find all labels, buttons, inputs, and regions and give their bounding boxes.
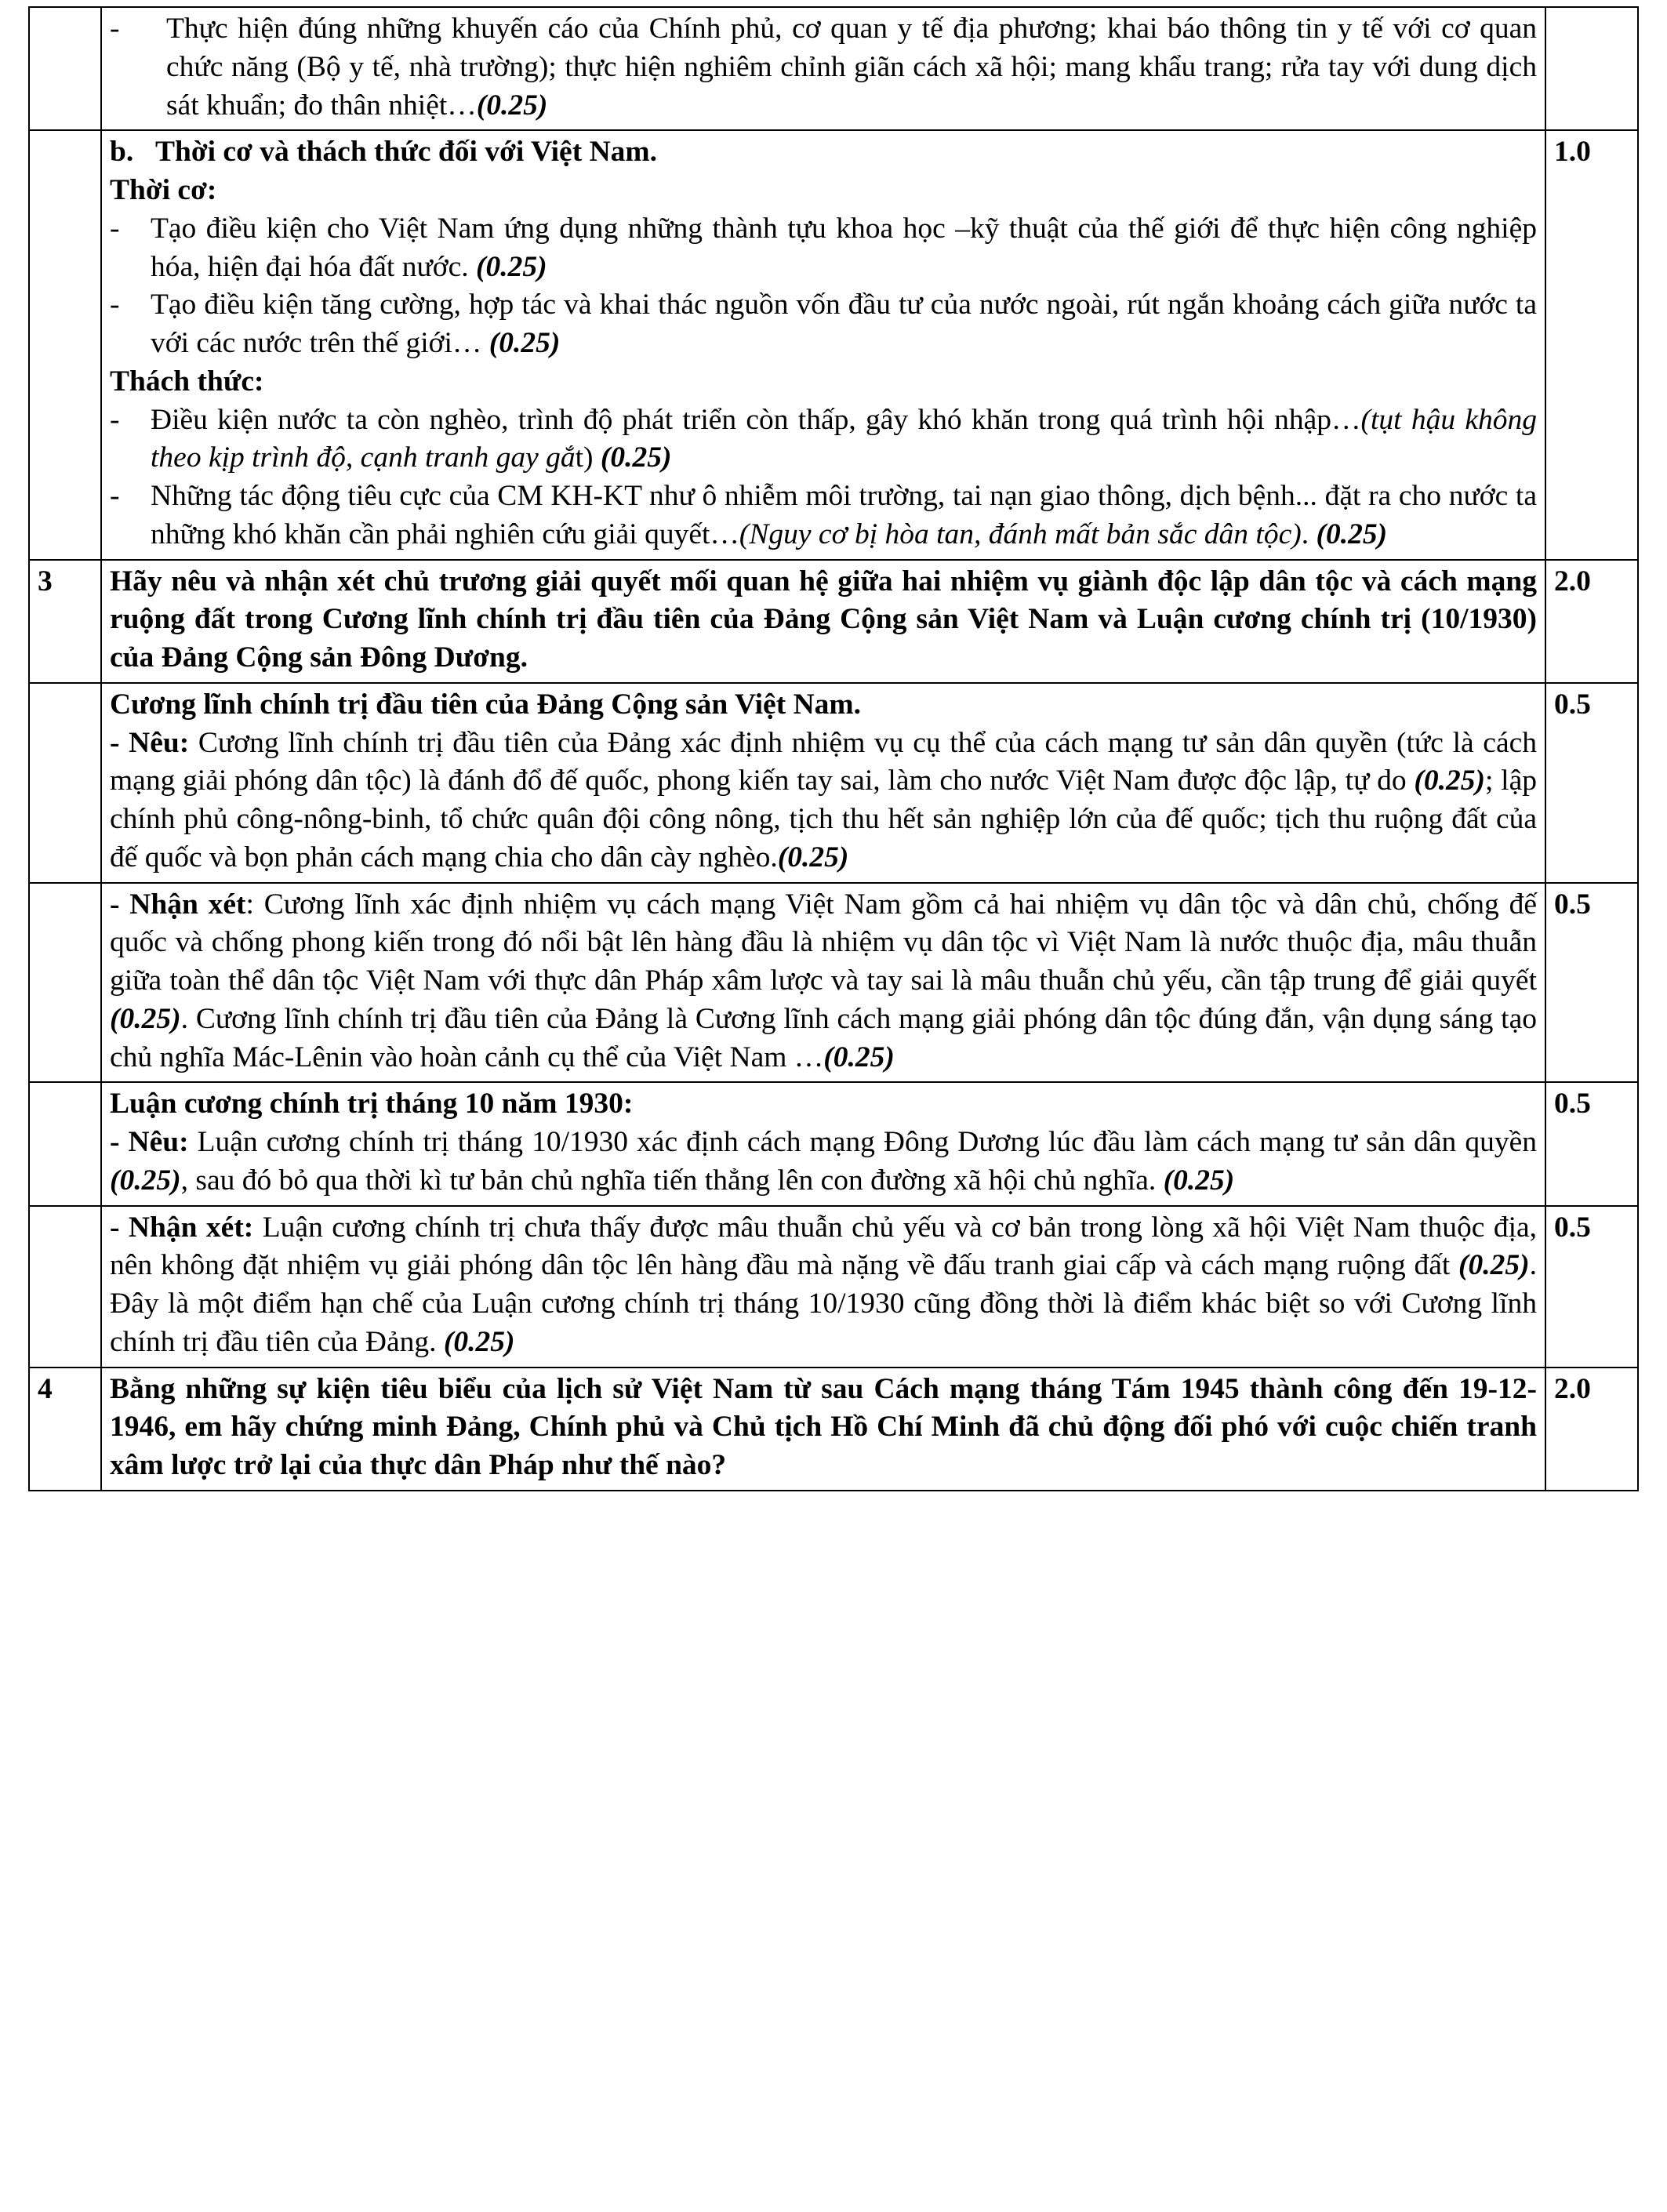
table-row <box>29 683 1638 883</box>
table-row <box>29 130 1638 559</box>
text-run: (0.25) <box>1163 1164 1235 1197</box>
answer-content-cell <box>101 7 1545 130</box>
text-run: Những tác động tiêu cực của CM KH-KT như ô nhiễm môi trường, tai nạn giao thông, dịch bệnh... đặt ra cho nước ta những khó khăn cần phải nghiên cứu giải quyết… <box>151 480 1537 550</box>
bullet-dash-marker: - <box>110 289 120 321</box>
text-run: (Nguy cơ bị hòa tan, đánh mất bản sắc dân tộc) <box>739 518 1302 550</box>
text-run: Cương lĩnh chính trị đầu tiên của Đảng xác định nhiệm vụ cụ thể của cách mạng tư sản dân quyền (tức là cách mạng giải phóng dân tộc) là đánh đổ đế quốc, phong kiến tay sai, làm cho nước Việt Nam được độc lập, tự do <box>110 726 1537 797</box>
list-marker: b. <box>110 136 134 169</box>
answer-content-cell <box>101 1206 1545 1368</box>
table-row <box>29 7 1638 130</box>
text-run: Thời cơ và thách thức đối với Việt Nam. <box>155 136 658 169</box>
bullet-item <box>110 478 1537 554</box>
text-run: . Đây là một điểm hạn chế của Luận cương chính trị tháng 10/1930 cũng đồng thời là điểm khác biệt so với Cương lĩnh chính trị đầu tiên của Đảng. <box>110 1249 1537 1358</box>
paragraph <box>110 363 1537 401</box>
text-run: Hãy nêu và nhận xét chủ trương giải quyết mối quan hệ giữa hai nhiệm vụ giành độc lập dân tộc và cách mạng ruộng đất trong Cương lĩnh chính trị đầu tiên của Đảng Cộng sản Việt Nam và Luận cương chính trị (10/1930) của Đảng Cộng sản Đông Dương. <box>110 565 1537 674</box>
text-run: Thực hiện đúng những khuyến cáo của Chính phủ, cơ quan y tế địa phương; khai báo thông tin y tế với cơ quan chức năng (Bộ y tế, nhà trường); thực hiện nghiêm chỉnh giãn cách xã hội; mang khẩu trang; rửa tay với dung dịch sát khuẩn; đo thân nhiệt… <box>166 13 1537 122</box>
answer-content-cell <box>101 1368 1545 1491</box>
text-run: - Nêu: <box>110 726 190 759</box>
text-run: (0.25) <box>110 1002 181 1035</box>
text-run: Thách thức: <box>110 365 264 398</box>
score-cell: 2.0 <box>1545 560 1638 683</box>
text-run: Thời cơ: <box>110 174 217 206</box>
question-number-cell: 3 <box>29 560 101 683</box>
question-number-cell <box>29 130 101 559</box>
table-row <box>29 1206 1638 1368</box>
answer-content-cell <box>101 130 1545 559</box>
bullet-dash-marker: - <box>110 212 120 245</box>
text-run: (tụt hậu không theo kịp trình độ, cạnh tranh gay gắ <box>151 403 1537 474</box>
score-cell: 1.0 <box>1545 130 1638 559</box>
paragraph <box>110 686 1537 725</box>
bullet-text <box>166 10 1537 125</box>
text-run: (0.25) <box>443 1325 515 1358</box>
paragraph <box>110 1209 1537 1362</box>
paragraph <box>110 172 1537 210</box>
text-run: : Cương lĩnh xác định nhiệm vụ cách mạng Việt Nam gồm cả hai nhiệm vụ dân tộc và dân chủ, chống đế quốc và chống phong kiến trong đó nổi bật lên hàng đầu là nhiệm vụ dân tộc vì Việt Nam là nước thuộc địa, mâu thuẫn giữa toàn thể dân tộc Việt Nam với thực dân Pháp xâm lược và tay sai là mâu thuẫn chủ yếu, cần tập trung để giải quyết <box>110 888 1537 997</box>
table-row <box>29 883 1638 1083</box>
paragraph <box>110 725 1537 877</box>
text-run: . Cương lĩnh chính trị đầu tiên của Đảng là Cương lĩnh cách mạng giải phóng dân tộc đúng đắn, vận dụng sáng tạo chủ nghĩa Mác-Lênin vào hoàn cảnh cụ thể của Việt Nam … <box>110 1002 1537 1073</box>
text-run: Luận cương chính trị chưa thấy được mâu thuẫn chủ yếu và cơ bản trong lòng xã hội Việt Nam thuộc địa, nên không đặt nhiệm vụ giải phóng dân tộc lên hàng đầu mà nặng về đấu tranh giai cấp và cách mạng ruộng đất <box>110 1211 1538 1282</box>
paragraph <box>110 1124 1537 1200</box>
bullet-text <box>151 286 1537 363</box>
table-row <box>29 1082 1638 1205</box>
text-run: (0.25) <box>777 841 849 874</box>
text-run: - Nêu: <box>110 1126 189 1158</box>
bullet-dash-marker: - <box>110 13 120 45</box>
score-cell: 0.5 <box>1545 683 1638 883</box>
lettered-subheading <box>110 133 1537 172</box>
text-run: Tạo điều kiện cho Việt Nam ứng dụng những thành tựu khoa học –kỹ thuật của thế giới để thực hiện công nghiệp hóa, hiện đại hóa đất nước. <box>151 212 1537 283</box>
text-run: - Nhận xét <box>110 888 246 921</box>
text-run: (0.25) <box>1316 518 1388 550</box>
bullet-text <box>151 478 1537 554</box>
text-run: Cương lĩnh chính trị đầu tiên của Đảng Cộng sản Việt Nam. <box>110 688 862 721</box>
text-run: Luận cương chính trị tháng 10/1930 xác định cách mạng Đông Dương lúc đầu làm cách mạng tư sản dân quyền <box>188 1126 1537 1158</box>
table-row <box>29 560 1638 683</box>
bullet-text <box>151 210 1537 287</box>
text-run: (0.25) <box>476 89 548 122</box>
score-cell: 0.5 <box>1545 1206 1638 1368</box>
paragraph <box>110 1371 1537 1485</box>
text-run: (0.25) <box>1458 1249 1530 1282</box>
question-number-cell: 4 <box>29 1368 101 1491</box>
answer-content-cell <box>101 560 1545 683</box>
text-run: (0.25) <box>488 327 561 359</box>
table-row <box>29 1368 1638 1491</box>
score-cell: 2.0 <box>1545 1368 1638 1491</box>
bullet-item <box>110 210 1537 287</box>
text-run: , sau đó bỏ qua thời kì tư bản chủ nghĩa tiến thẳng lên con đường xã hội chủ nghĩa. <box>180 1164 1164 1197</box>
bullet-dash-marker: - <box>110 480 120 512</box>
text-run: (0.25) <box>110 1164 181 1197</box>
bullet-item <box>110 286 1537 363</box>
text-run: Điều kiện nước ta còn nghèo, trình độ phát triển còn thấp, gây khó khăn trong quá trình hội nhập… <box>151 403 1361 436</box>
answer-content-cell <box>101 683 1545 883</box>
question-number-cell <box>29 883 101 1083</box>
text-run: Tạo điều kiện tăng cường, hợp tác và khai thác nguồn vốn đầu tư của nước ngoài, rút ngắn khoảng cách giữa nước ta với các nước trên thế giới… <box>151 289 1537 359</box>
text-run: Luận cương chính trị tháng 10 năm 1930: <box>110 1088 634 1121</box>
question-number-cell <box>29 683 101 883</box>
answer-content-cell <box>101 883 1545 1083</box>
answer-key-table <box>28 6 1639 1491</box>
score-cell: 0.5 <box>1545 883 1638 1083</box>
lettered-text <box>155 133 1537 172</box>
question-number-cell <box>29 1082 101 1205</box>
text-run: . <box>1301 518 1317 550</box>
paragraph <box>110 563 1537 677</box>
text-run: t) <box>575 441 594 474</box>
question-number-cell <box>29 7 101 130</box>
text-run: Bằng những sự kiện tiêu biểu của lịch sử Việt Nam từ sau Cách mạng tháng Tám 1945 thành công đến 19-12-1946, em hãy chứng minh Đảng, Chính phủ và Chủ tịch Hồ Chí Minh đã chủ động đối phó với cuộc chiến tranh xâm lược trở lại của thực dân Pháp như thế nào? <box>110 1372 1537 1481</box>
text-run: ; lập chính phủ công-nông-binh, tổ chức quân đội công nông, tịch thu hết sản nghiệp lớn của đế quốc; tịch thu ruộng đất của đế quốc và bọn phản cách mạng chia cho dân cày nghèo. <box>110 765 1537 874</box>
paragraph <box>110 1085 1537 1124</box>
bullet-dash-marker: - <box>110 403 120 436</box>
text-run: (0.25) <box>476 250 547 283</box>
paragraph <box>110 886 1537 1077</box>
bullet-item <box>110 401 1537 478</box>
table-body <box>29 7 1638 1491</box>
text-run: (0.25) <box>1414 765 1486 797</box>
text-run: - Nhận xét: <box>110 1211 254 1244</box>
bullet-text <box>151 401 1537 478</box>
text-run: (0.25) <box>593 441 672 474</box>
bullet-item <box>110 10 1537 125</box>
score-cell <box>1545 7 1638 130</box>
text-run: (0.25) <box>823 1041 895 1073</box>
question-number-cell <box>29 1206 101 1368</box>
answer-content-cell <box>101 1082 1545 1205</box>
score-cell: 0.5 <box>1545 1082 1638 1205</box>
